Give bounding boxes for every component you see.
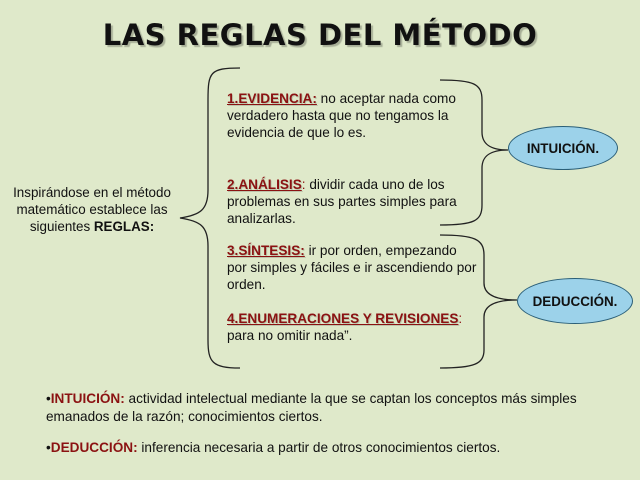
rule-text: ir por orden, empezando por simples y fáciles e ir ascendiendo por orden. xyxy=(227,243,477,293)
rule-text: para no omitir nada”. xyxy=(227,328,353,344)
intro-emphasis: REGLAS: xyxy=(93,219,155,234)
rule-key: 1.EVIDENCIA: xyxy=(227,91,317,106)
rule-sintesis xyxy=(227,242,477,294)
definition-deduccion xyxy=(46,439,616,457)
definition-text: actividad intelectual mediante la que se captan los conceptos más simples emanados de la razón; conocimientos ciertos. xyxy=(46,391,577,424)
oval-intuicion: INTUICIÓN. xyxy=(508,126,618,170)
rule-key: 2.ANÁLISIS xyxy=(227,177,302,192)
rule-key: 3.SÍNTESIS: xyxy=(227,243,305,258)
rule-evidencia xyxy=(227,90,477,142)
bullet-dot: • xyxy=(46,391,51,406)
slide-title: LAS REGLAS DEL MÉTODO xyxy=(102,18,538,52)
rule-enumeraciones xyxy=(227,310,477,344)
rule-separator: : xyxy=(458,311,463,326)
rule-text: no aceptar nada como verdadero hasta que no tengamos la evidencia de que lo es. xyxy=(227,91,456,141)
definition-key: INTUICIÓN: xyxy=(50,391,125,406)
definition-intuicion xyxy=(46,390,616,425)
definition-text: inferencia necesaria a partir de otros conocimientos ciertos. xyxy=(137,440,501,455)
rule-analisis xyxy=(227,176,477,228)
rule-text: dividir cada uno de los problemas en sus partes simples para analizarlas. xyxy=(227,177,457,227)
bullet-dot: • xyxy=(46,440,51,455)
intro-text xyxy=(8,184,176,235)
intro-body: Inspirándose en el método matemático establece las siguientes xyxy=(13,185,171,234)
rule-key: 4.ENUMERACIONES Y REVISIONES xyxy=(227,311,459,326)
rule-separator: : xyxy=(301,177,306,192)
definition-key: DEDUCCIÓN: xyxy=(50,440,138,455)
oval-deduccion: DEDUCCIÓN. xyxy=(517,278,633,324)
